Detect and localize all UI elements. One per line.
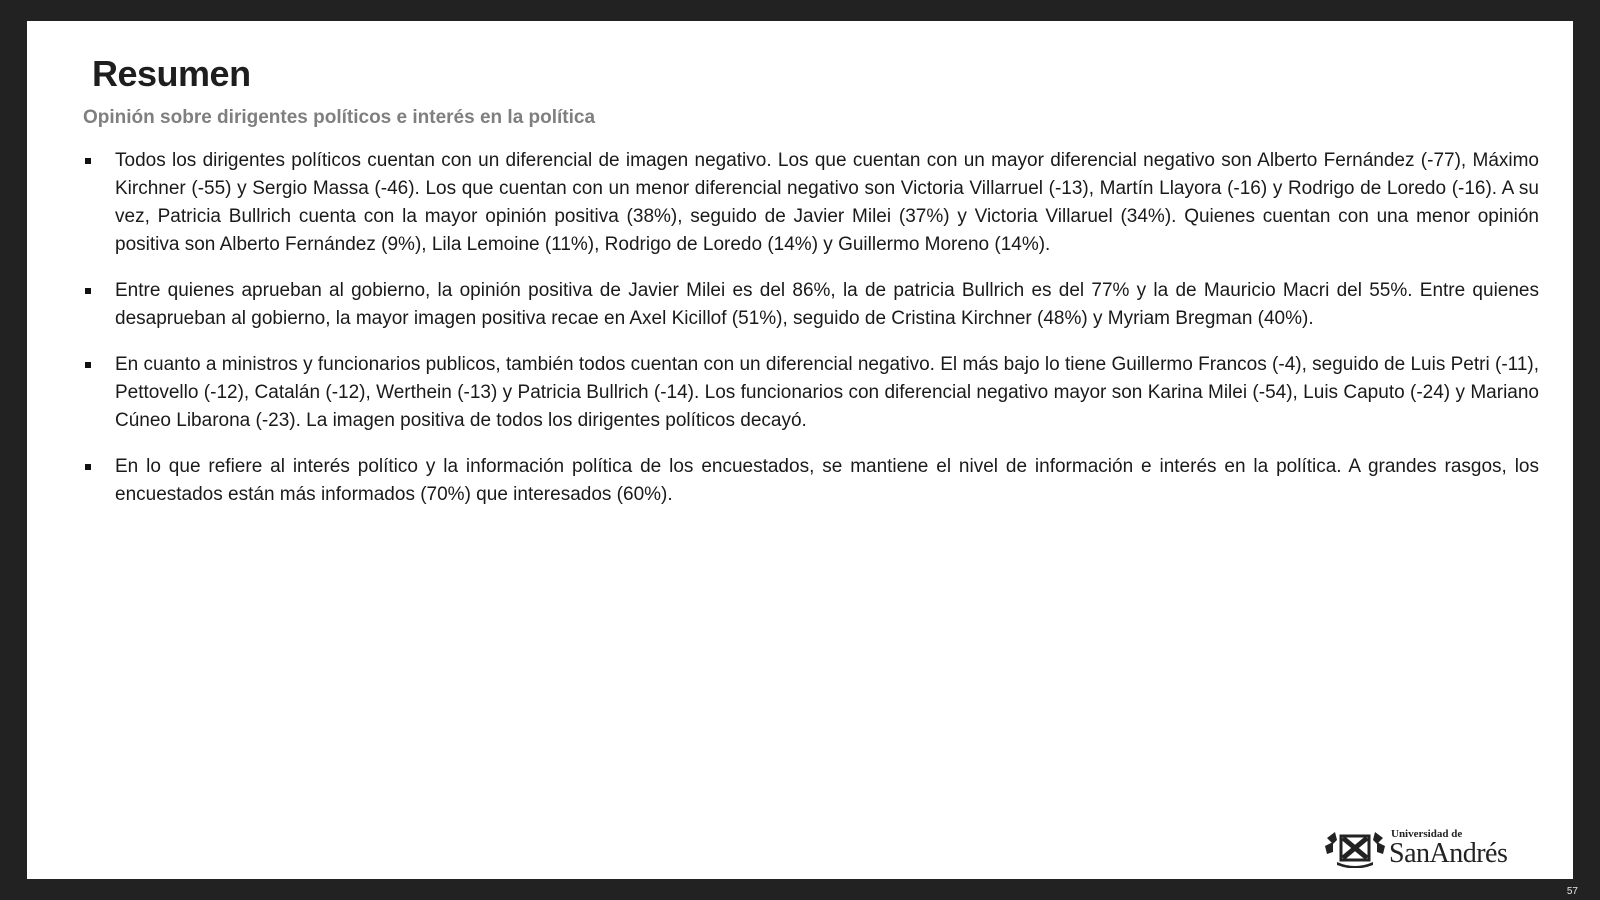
university-logo xyxy=(1323,824,1553,874)
bullet-item xyxy=(83,351,1539,435)
logo-line-1: Universidad de xyxy=(1391,828,1463,840)
square-bullet-icon xyxy=(85,288,91,294)
page-subtitle: Opinión sobre dirigentes políticos e interés en la política xyxy=(83,107,596,128)
bullet-text: Todos los dirigentes políticos cuentan con un diferencial de imagen negativo. Los que cuentan con un mayor diferencial negativo son Alberto Fernández (-77), Máximo Kirchner (-55) y Sergio Massa (-46). Los que cuentan con un menor diferencial negativo son Victoria Villarruel (-13), Martín Llayora (-16) y Rodrigo de Loredo (-16). A su vez, Patricia Bullrich cuenta con la mayor opinión positiva (38%), seguido de Javier Milei (37%) y Victoria Villaruel (34%). Quienes cuentan con una menor opinión positiva son Alberto Fernández (9%), Lila Lemoine (11%), Rodrigo de Loredo (14%) y Guillermo Moreno (14%). xyxy=(115,150,1539,255)
bullet-list xyxy=(83,147,1539,527)
page-title: Resumen xyxy=(92,53,251,94)
square-bullet-icon xyxy=(85,464,91,470)
square-bullet-icon xyxy=(85,158,91,164)
bullet-text: En lo que refiere al interés político y la información política de los encuestados, se mantiene el nivel de información e interés en la política. A grandes rasgos, los encuestados están más informados (70%) que interesados (60%). xyxy=(115,456,1539,505)
bullet-text: En cuanto a ministros y funcionarios publicos, también todos cuentan con un diferencial negativo. El más bajo lo tiene Guillermo Francos (-4), seguido de Luis Petri (-11), Pettovello (-12), Catalán (-12), Werthein (-13) y Patricia Bullrich (-14). Los funcionarios con diferencial negativo mayor son Karina Milei (-54), Luis Caputo (-24) y Mariano Cúneo Libarona (-23). La imagen positiva de todos los dirigentes políticos decayó. xyxy=(115,354,1539,431)
page-number: 57 xyxy=(1566,886,1578,897)
bullet-item xyxy=(83,277,1539,333)
bullet-item xyxy=(83,453,1539,509)
slide xyxy=(27,21,1573,879)
crest-icon xyxy=(1323,830,1387,868)
bullet-item xyxy=(83,147,1539,259)
logo-line-2: SanAndrés xyxy=(1389,838,1508,869)
bullet-text: Entre quienes aprueban al gobierno, la opinión positiva de Javier Milei es del 86%, la de patricia Bullrich es del 77% y la de Mauricio Macri del 55%. Entre quienes desaprueban al gobierno, la mayor imagen positiva recae en Axel Kicillof (51%), seguido de Cristina Kirchner (48%) y Myriam Bregman (40%). xyxy=(115,280,1539,329)
square-bullet-icon xyxy=(85,362,91,368)
